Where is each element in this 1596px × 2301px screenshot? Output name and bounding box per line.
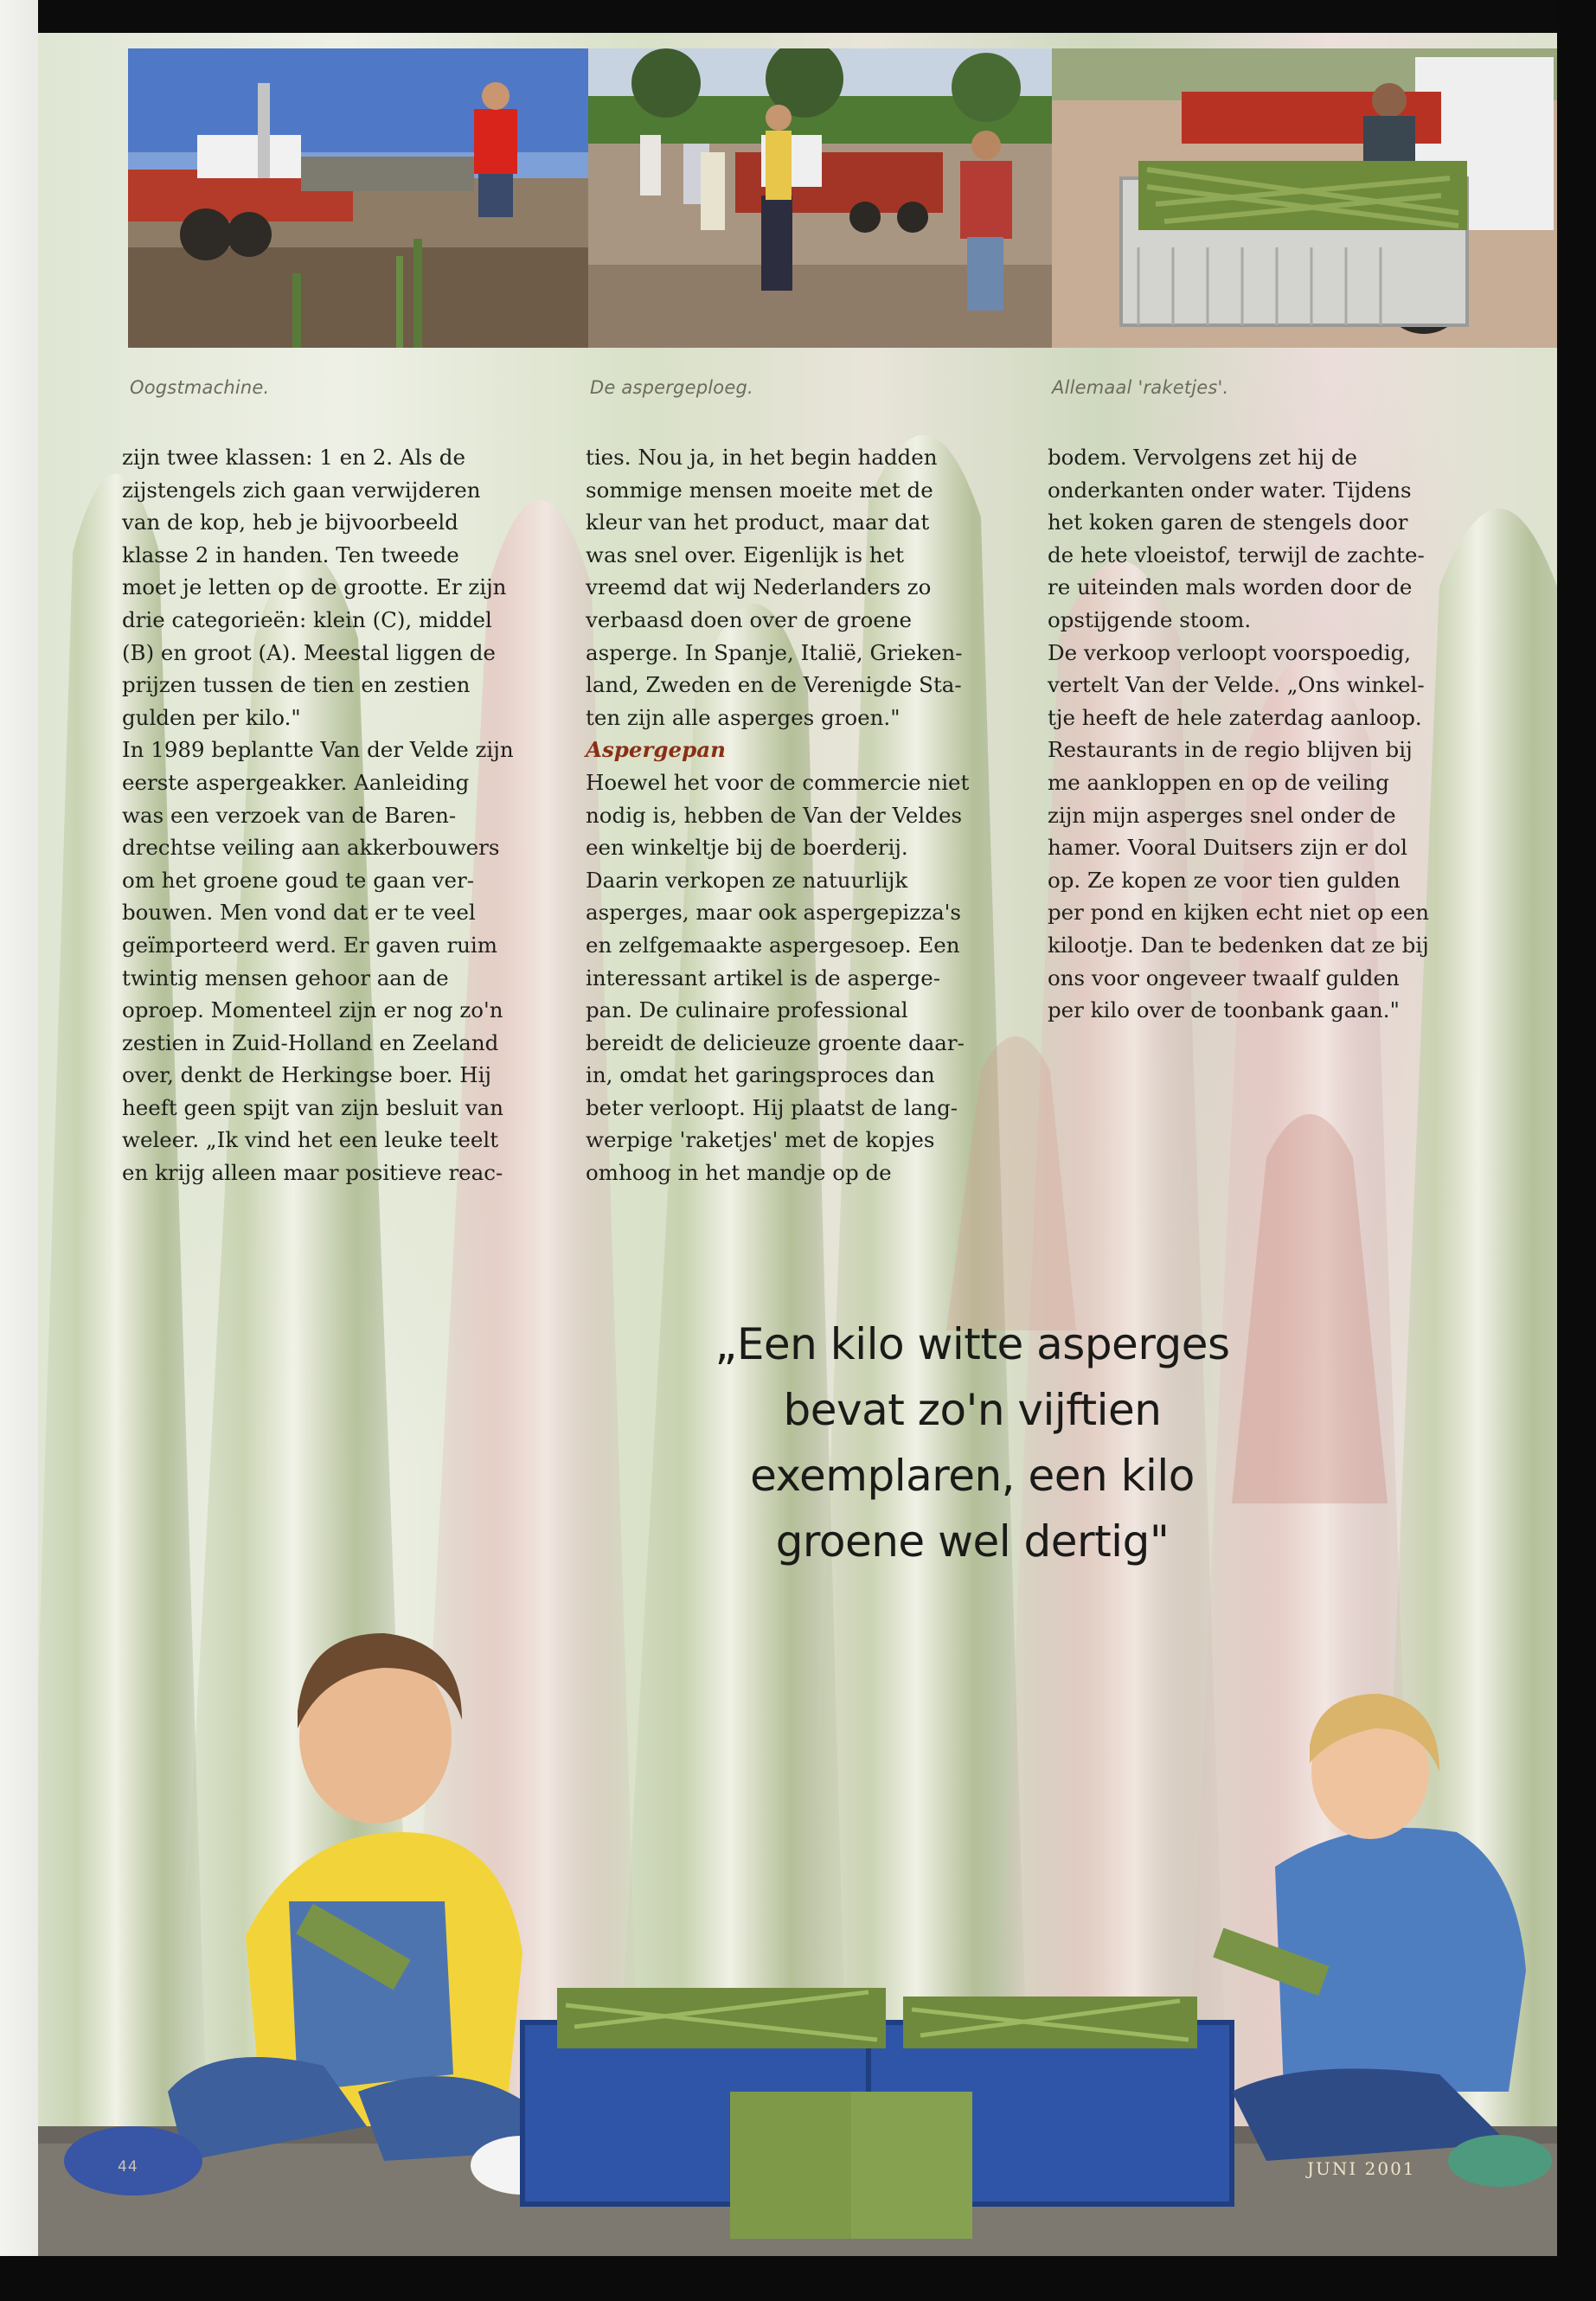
article-column-2-top: ties. Nou ja, in het begin hadden sommige mensen moeite met de kleur van het product, maar dat was snel over. Eigenlijk is het vreemd dat wij Nederlanders zo verbaasd doen over de groene asperge. In Spanje, Italië, Grieken- land, Zweden en de Verenigde Sta- ten zijn alle asperges groen."	[586, 445, 963, 730]
magazine-page	[38, 33, 1557, 2256]
photo-caption-rockets: Allemaal 'raketjes'.	[1052, 377, 1229, 398]
photo-caption-crew: De aspergeploeg.	[590, 377, 753, 398]
page-number: 44	[118, 2158, 138, 2176]
subheading-aspergepan: Aspergepan	[586, 737, 726, 763]
scan-border-right	[1557, 0, 1596, 2301]
photo-caption-harvest: Oogstmachine.	[130, 377, 270, 398]
pull-quote: „Een kilo witte asperges bevat zo'n vijftien exemplaren, een kilo groene wel dertig"	[715, 1319, 1230, 1567]
article-column-3: bodem. Vervolgens zet hij de onderkanten onder water. Tijdens het koken garen de stengels door de hete vloeistof, terwijl de zachte- re uiteinden mals worden door de opstijgende stoom. De verkoop verloopt voorspoedig, vertelt Van der Velde. „Ons winkel- tje heeft de hele zaterdag aanloop. Restaurants in de regio blijven bij me aankloppen en op de veiling zijn mijn asperges snel onder de hamer. Vooral Duitsers zijn er dol op. Ze kopen ze voor tien gulden per pond en kijken echt niet op een kilootje. Dan te bedenken dat ze bij ons voor ongeveer twaalf gulden per kilo over de toonbank gaan."	[1048, 445, 1429, 1023]
issue-date: JUNI 2001	[1307, 2158, 1416, 2179]
article-column-2-bottom: Hoewel het voor de commercie niet nodig is, hebben de Van der Veldes een winkeltje bij de boerderij. Daarin verkopen ze natuurlijk asperges, maar ook aspergepizza's en zelfgemaakte aspergesoep. Een interessant artikel is de asperge- pan. De culinaire professional bereidt de delicieuze groente daar- in, omdat het garingsproces dan beter verloopt. Hij plaatst de lang- werpige 'raketjes' met de kopjes omhoog in het mandje op de	[586, 769, 970, 1186]
scan-border-top	[0, 0, 1596, 33]
harvest-machine-photo	[128, 48, 588, 348]
scan-border-left	[0, 0, 38, 2301]
article-column-2	[586, 441, 1018, 1189]
scan-border-bottom	[0, 2256, 1596, 2301]
asparagus-crate-photo	[1052, 48, 1557, 348]
asparagus-crew-photo	[588, 48, 1052, 348]
article-column-1: zijn twee klassen: 1 en 2. Als de zijstengels zich gaan verwijderen van de kop, heb je bijvoorbeeld klasse 2 in handen. Ten tweede moet je letten op de grootte. Er zijn drie categorieën: klein (C), middel (B) en groot (A). Meestal liggen de prijzen tussen de tien en zestien gulden per kilo." In 1989 beplantte Van der Velde zijn eerste aspergeakker. Aanleiding was een verzoek van de Baren- drechtse veiling aan akkerbouwers om het groene goud te gaan ver- bouwen. Men vond dat er te veel geïmporteerd werd. Er gaven ruim twintig mensen gehoor aan de oproep. Momenteel zijn er nog zo'n zestien in Zuid-Holland en Zeeland over, denkt de Herkingse boer. Hij heeft geen spijt van zijn besluit van weleer. „Ik vind het een leuke teelt en krijg alleen maar positieve reac-	[122, 445, 514, 1186]
